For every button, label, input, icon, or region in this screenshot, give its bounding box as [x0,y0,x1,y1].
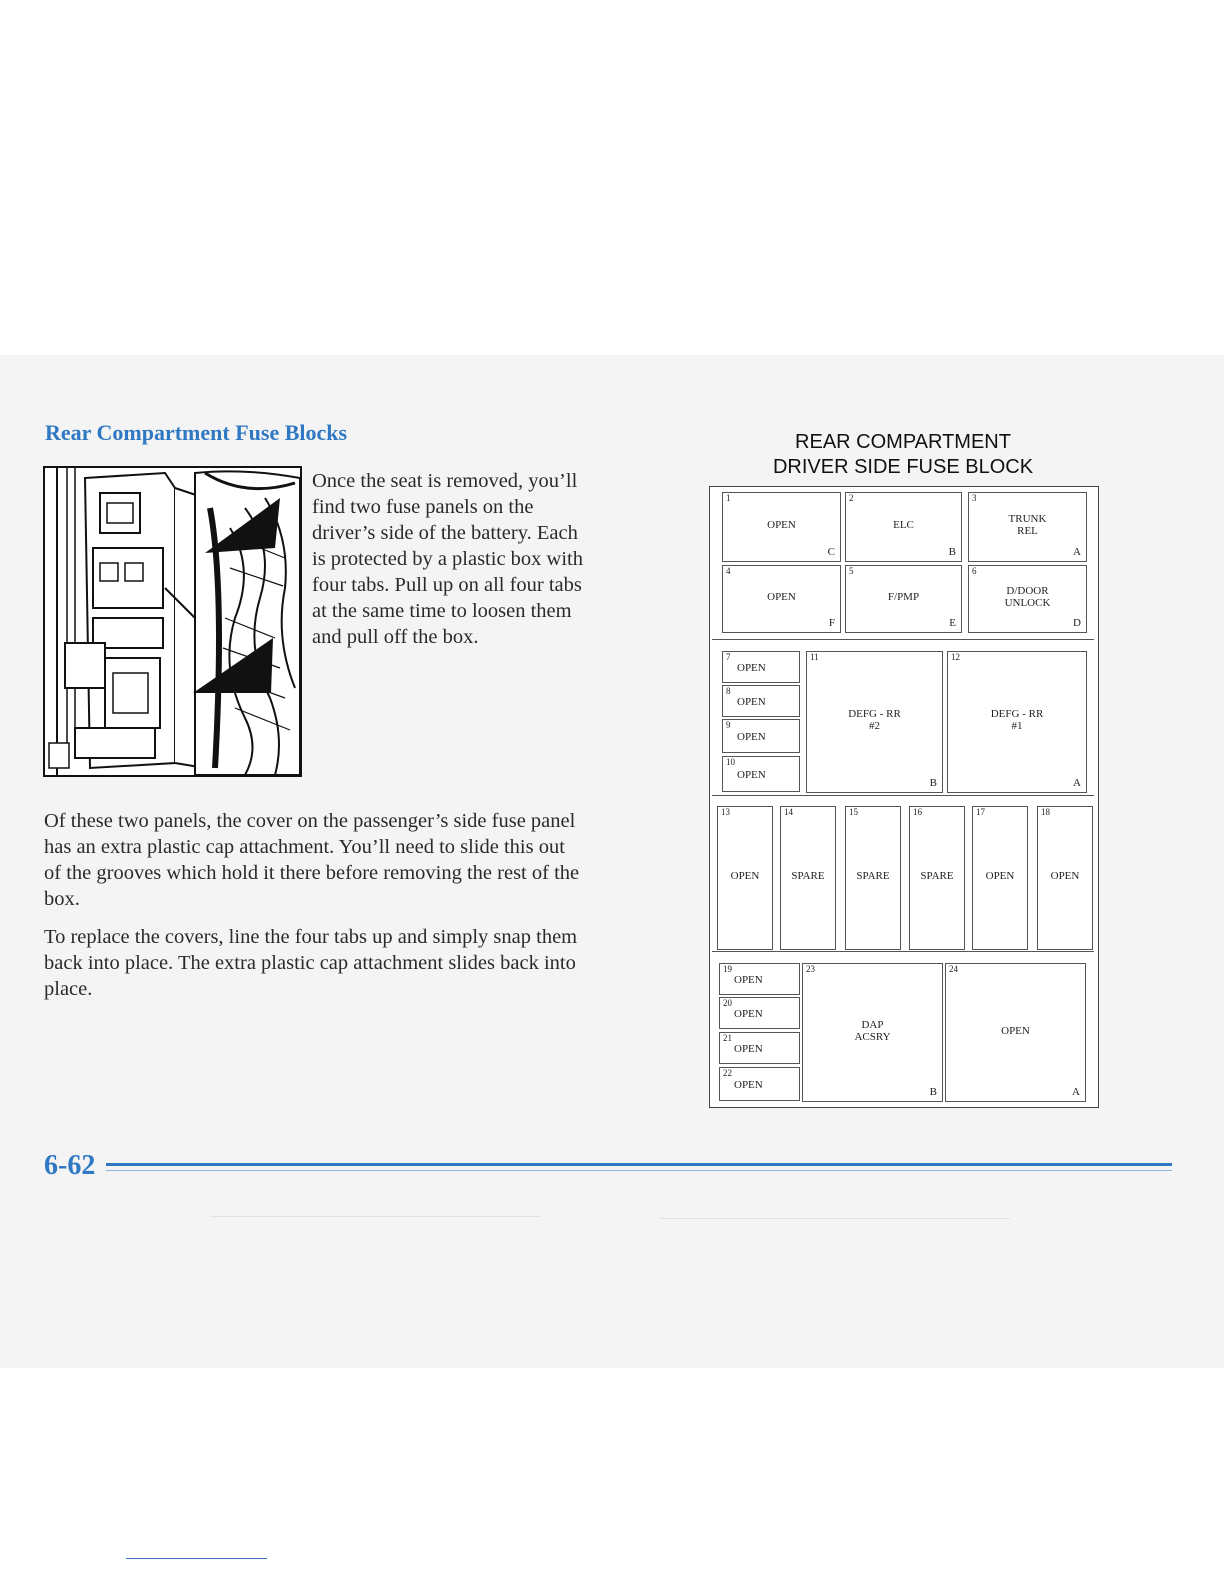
fuse-label-line: OPEN [737,769,766,781]
fuse-label-line: REL [1017,525,1038,537]
fuse-label-line: OPEN [737,696,766,708]
fuse-number: 22 [723,1068,732,1078]
fuse-label [946,1025,1085,1037]
fuse-label-line: OPEN [985,870,1015,882]
fuse-label-line: OPEN [734,974,763,986]
fuse-number: 24 [949,964,958,974]
fuse-label-line: DEFG - RR [848,708,901,720]
fuse-number: 19 [723,964,732,974]
fuse-label [846,591,961,603]
fuse-number: 1 [726,493,731,503]
body-paragraph-1: Of these two panels, the cover on the passenger’s side fuse panel has an extra plastic cap attachment. You’ll need to slide this out of the grooves which hold it there before removing the rest of the box. [44,810,580,910]
fuse-label-line: OPEN [737,731,766,743]
fuse-label-line: OPEN [730,870,760,882]
fuse-label-line: SPARE [791,870,825,882]
fuse-number: 13 [721,807,730,817]
footer-rule [106,1163,1172,1166]
fuse-circuit-letter: B [929,1086,937,1098]
fuse-label [973,870,1027,882]
fuse-number: 14 [784,807,793,817]
fuse-label-line: ELC [893,519,914,531]
fuse-label [807,708,942,732]
fuse-cell-7 [722,651,800,683]
fuse-label-line: DEFG - RR [990,708,1044,720]
fuse-number: 17 [976,807,985,817]
fuse-cell-1 [722,492,841,562]
footer-rule-thin [106,1170,1172,1171]
fuse-number: 16 [913,807,922,817]
fuse-cell-17 [972,806,1028,950]
fuse-label-line: DAP [861,1018,884,1031]
intro-paragraph: Once the seat is removed, you’ll find two fuse panels on the driver’s side of the battery. Each is protected by a plastic box with four tabs. Pull up on all four tabs at the same time to loosen them and pull off the box. [312,470,583,648]
fuse-number: 21 [723,1033,732,1043]
fuse-number: 5 [849,566,854,576]
fuse-circuit-letter: F [828,617,835,629]
fuse-number: 12 [951,652,960,662]
fuse-cell-4 [722,565,841,633]
section-heading: Rear Compartment Fuse Blocks [45,420,348,445]
fuse-label-line: OPEN [734,1079,763,1091]
diagram-title-line2: DRIVER SIDE FUSE BLOCK [772,456,1034,478]
fuse-number: 9 [726,720,731,730]
fuse-label-line: OPEN [1001,1024,1030,1037]
fuse-cell-20 [719,997,800,1029]
fuse-label-line: OPEN [767,591,796,603]
fuse-label-line: OPEN [737,662,766,674]
fuse-circuit-letter: A [1072,1086,1080,1098]
fuse-label-line: D/DOOR [1006,585,1049,597]
fuse-number: 6 [972,566,977,576]
faint-line [660,1218,1010,1219]
fuse-label [846,519,961,531]
fuse-label-line: OPEN [734,1043,763,1055]
fuse-label-line: #2 [869,720,880,732]
fuse-label-line: OPEN [734,1008,763,1020]
fuse-label [723,591,840,603]
fuse-label-line: #1 [1011,720,1023,732]
fuse-cell-2 [845,492,962,562]
fuse-cell-3 [968,492,1087,562]
fuse-label [910,870,964,882]
fuse-label [734,974,799,986]
fuse-cell-6 [968,565,1087,633]
fuse-cell-5 [845,565,962,633]
fuse-number: 11 [810,652,819,662]
fuse-label [737,662,799,674]
fuse-label [718,870,772,882]
fuse-label [734,1079,799,1091]
faint-line [210,1216,540,1217]
fuse-panel-drawing [45,468,300,775]
fuse-label-line: F/PMP [887,591,920,603]
fuse-panel-illustration [43,466,302,777]
fuse-label-line: UNLOCK [1004,597,1051,609]
diagram-title-line1: REAR COMPARTMENT [795,431,1011,453]
fuse-cell-13 [717,806,773,950]
fuse-label [846,870,900,882]
fuse-label [737,731,799,743]
fuse-circuit-letter: C [827,546,835,558]
fuse-label-line: TRUNK [1008,513,1047,525]
fuse-cell-23 [802,963,943,1102]
fuse-label [734,1043,799,1055]
fuse-circuit-letter: D [1073,617,1081,629]
fuse-number: 10 [726,757,735,767]
fuse-circuit-letter: B [948,546,956,558]
fuse-circuit-letter: A [1073,777,1081,789]
fuse-cell-24 [945,963,1086,1102]
fuse-cell-11 [806,651,943,793]
fuse-number: 4 [726,566,731,576]
fuse-cell-22 [719,1067,800,1101]
fuse-number: 2 [849,493,854,503]
body-paragraph-2: To replace the covers, line the four tabs up and simply snap them back into place. The extra plastic cap attachment slides back into place. [44,926,578,1000]
fuse-label [969,585,1086,609]
bottom-link-underline [126,1558,267,1559]
fuse-label-line: OPEN [1050,870,1080,882]
fuse-number: 3 [972,493,977,503]
fuse-number: 18 [1041,807,1050,817]
fuse-label [734,1008,799,1020]
fuse-label [737,769,799,781]
fuse-number: 23 [806,964,815,974]
fuse-label [948,708,1086,732]
fuse-number: 20 [723,998,732,1008]
fuse-circuit-letter: A [1073,546,1081,558]
fuse-cell-15 [845,806,901,950]
fuse-number: 8 [726,686,731,696]
fuse-label [1038,870,1092,882]
fuse-label-line: ACSRY [854,1030,891,1043]
fuse-label [803,1019,942,1043]
fuse-label-line: OPEN [767,519,796,531]
fuse-cell-21 [719,1032,800,1064]
fuse-cell-10 [722,756,800,792]
fuse-label [781,870,835,882]
fuse-number: 7 [726,652,731,662]
fuse-circuit-letter: B [929,777,937,789]
fuse-cell-14 [780,806,836,950]
fuse-label [969,513,1086,537]
diagram-title [708,430,1098,480]
fuse-cell-16 [909,806,965,950]
fuse-cell-19 [719,963,800,995]
fuse-cell-12 [947,651,1087,793]
fuse-label [723,519,840,531]
fuse-circuit-letter: E [949,617,956,629]
fuse-cell-8 [722,685,800,717]
fuse-label-line: SPARE [920,870,954,882]
page-number: 6-62 [44,1150,96,1181]
fuse-cell-9 [722,719,800,753]
fuse-number: 15 [849,807,858,817]
fuse-label-line: SPARE [856,870,890,882]
fuse-cell-18 [1037,806,1093,950]
fuse-label [737,696,799,708]
